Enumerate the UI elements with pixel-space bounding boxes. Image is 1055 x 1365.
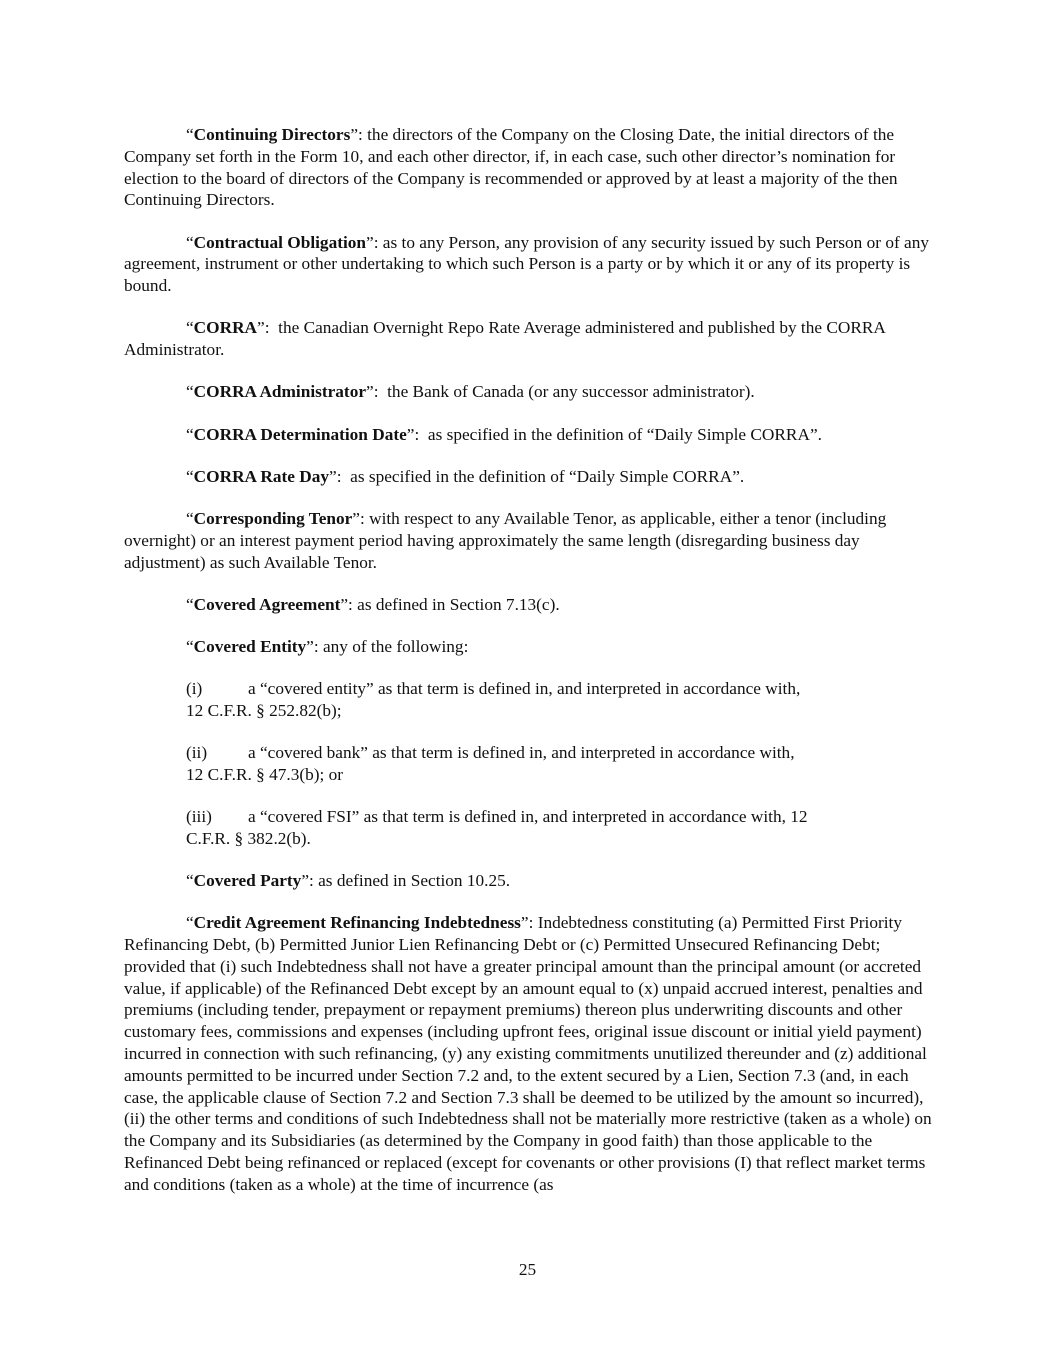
definition-continuing-directors: “Continuing Directors”: the directors of the Company on the Closing Date, the initial directors of the Company set forth in the Form 10, and each other director, if, in each case, such other director’s nomination for election to the board of directors of the Company is recommended or approved by at least a majority of the then Continuing Directors. — [124, 125, 902, 210]
defined-term: Corresponding Tenor — [193, 508, 353, 528]
definition-corresponding-tenor: “Corresponding Tenor”: with respect to any Available Tenor, as applicable, either a tenor (including overnight) or an interest payment period having approximately the same length (disregarding business day adjustment) as such Available Tenor. — [124, 508, 891, 572]
definition-text: : the Canadian Overnight Repo Rate Average administered and published by the CORRA Administrator. — [124, 318, 889, 360]
definition-corra-administrator: “CORRA Administrator”: the Bank of Canada (or any successor administrator). — [186, 382, 755, 402]
clause-number: (ii) — [186, 743, 208, 763]
document-page — [124, 124, 934, 1216]
defined-term: Covered Agreement — [193, 594, 341, 614]
definition-text: : with respect to any Available Tenor, as applicable, either a tenor (including overnight) or an interest payment period having approximately the same length (disregarding business day adjustment) as such Available Tenor. — [124, 508, 891, 572]
clause-text-line2: 12 C.F.R. § 252.82(b); — [186, 700, 342, 720]
definition-credit-agreement-refinancing-indebtedness: “Credit Agreement Refinancing Indebtedness”: Indebtedness constituting (a) Permitted First Priority Refinancing Debt, (b) Permitted Junior Lien Refinancing Debt or (c) Permitted Unsecured Refinancing Debt; provided that (i) such Indebtedness shall not have a greater principal amount than the principal amount (or accreted value, if applicable) of the Refinanced Debt except by an amount equal to (x) unpaid accrued interest, penalties and premiums (including tender, prepayment or repayment premiums) thereon plus underwriting discounts and other customary fees, commissions and expenses (including upfront fees, original issue discount or initial yield payment) incurred in connection with such refinancing, (y) any existing commitments unutilized thereunder and (z) additional amounts permitted to be incurred under Section 7.2 and, to the extent secured by a Lien, Section 7.3 (and, in each case, the applicable clause of Section 7.2 and Section 7.3 shall be deemed to be utilized by the amount so incurred), (ii) the other terms and conditions of such Indebtedness shall not be materially more restrictive (taken as a whole) on the Company and its Subsidiaries (as determined by the Company in good faith) than those applicable to the Refinanced Debt being refinanced or replaced (except for covenants or other provisions (I) that reflect market terms and conditions (taken as a whole) at the time of incurrence (as — [124, 913, 936, 1194]
definition-covered-agreement: “Covered Agreement”: as defined in Section 7.13(c). — [186, 594, 560, 614]
definition-text: : Indebtedness constituting (a) Permitted First Priority Refinancing Debt, (b) Permitted Junior Lien Refinancing Debt or (c) Permitted Unsecured Refinancing Debt; provided that (i) such Indebtedness shall not have a greater principal amount than the principal amount (or accreted value, if applicable) of the Refinanced Debt except by an amount equal to (x) unpaid accrued interest, penalties and premiums (including tender, prepayment or repayment premiums) thereon plus underwriting discounts and other customary fees, commissions and expenses (including upfront fees, original issue discount or initial yield payment) incurred in connection with such refinancing, (y) any existing commitments unutilized thereunder and (z) additional amounts permitted to be incurred under Section 7.2 and, to the extent secured by a Lien, Section 7.3 (and, in each case, the applicable clause of Section 7.2 and Section 7.3 shall be deemed to be utilized by the amount so incurred), (ii) the other terms and conditions of such Indebtedness shall not be materially more restrictive (taken as a whole) on the Company and its Subsidiaries (as determined by the Company in good faith) than those applicable to the Refinanced Debt being refinanced or replaced (except for covenants or other provisions (I) that reflect market terms and conditions (taken as a whole) at the time of incurrence (as — [124, 913, 936, 1194]
definition-text: : as to any Person, any provision of any security issued by such Person or of any agreement, instrument or other undertaking to which such Person is a party or by which it or any of its property is bound. — [124, 232, 934, 296]
defined-term: Continuing Directors — [193, 125, 351, 144]
defined-term: Credit Agreement Refinancing Indebtedness — [193, 913, 521, 933]
definition-text: : as specified in the definition of “Daily Simple CORRA”. — [336, 466, 745, 486]
clause-number: (iii) — [186, 807, 212, 827]
clause-text-line1: a “covered entity” as that term is defined in, and interpreted in accordance with, — [248, 679, 801, 699]
clause-ii — [186, 742, 934, 786]
defined-term: Contractual Obligation — [193, 232, 367, 252]
clause-i — [186, 678, 934, 722]
definition-covered-entity: “Covered Entity”: any of the following: — [186, 636, 469, 656]
clause-text-line1: a “covered FSI” as that term is defined in, and interpreted in accordance with, 12 — [248, 807, 808, 827]
definition-corra: “CORRA”: the Canadian Overnight Repo Rate Average administered and published by the CORRA Administrator. — [124, 318, 889, 360]
clause-text-line1: a “covered bank” as that term is defined in, and interpreted in accordance with, — [248, 743, 795, 763]
definition-text: : the directors of the Company on the Closing Date, the initial directors of the Company set forth in the Form 10, and each other director, if, in each case, such other director’s nomination for election to the board of directors of the Company is recommended or approved by at least a majority of the then Continuing Directors. — [124, 125, 902, 210]
definition-text: : as specified in the definition of “Daily Simple CORRA”. — [414, 424, 822, 444]
defined-term: Covered Entity — [193, 636, 307, 656]
clause-text-line2: C.F.R. § 382.2(b). — [186, 828, 311, 848]
clause-text-line2: 12 C.F.R. § 47.3(b); or — [186, 764, 344, 784]
definition-covered-party: “Covered Party”: as defined in Section 10.25. — [186, 871, 511, 891]
definition-corra-rate-day: “CORRA Rate Day”: as specified in the definition of “Daily Simple CORRA”. — [186, 466, 745, 486]
clause-iii — [186, 806, 934, 850]
definition-text: : as defined in Section 10.25. — [309, 871, 511, 891]
defined-term: CORRA — [193, 318, 258, 338]
clause-number: (i) — [186, 679, 203, 699]
definition-text: : any of the following: — [313, 636, 469, 656]
defined-term: Covered Party — [193, 871, 302, 891]
page-number: 25 — [518, 1260, 537, 1279]
defined-term: CORRA Determination Date — [193, 424, 407, 444]
defined-term: CORRA Administrator — [193, 382, 367, 402]
definition-contractual-obligation: “Contractual Obligation”: as to any Person, any provision of any security issued by such Person or of any agreement, instrument or other undertaking to which such Person is a party or by which it or any of its property is bound. — [124, 232, 934, 296]
definition-corra-determination-date: “CORRA Determination Date”: as specified in the definition of “Daily Simple CORRA”. — [186, 424, 822, 444]
definition-text: : as defined in Section 7.13(c). — [348, 594, 560, 614]
definition-text: : the Bank of Canada (or any successor administrator). — [373, 382, 755, 402]
defined-term: CORRA Rate Day — [193, 466, 330, 486]
